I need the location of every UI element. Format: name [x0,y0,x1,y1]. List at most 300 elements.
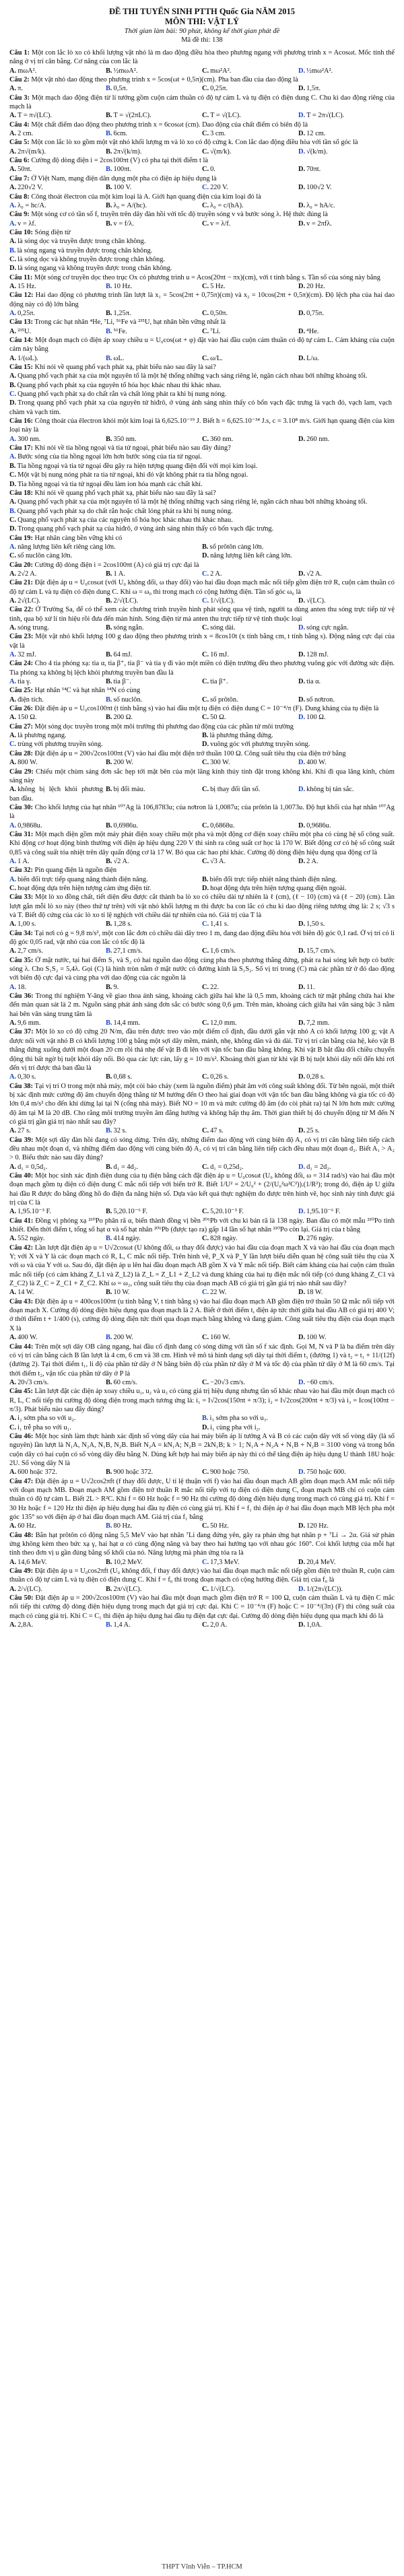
question-stem [9,121,395,129]
option-text: √(m/k). [210,147,232,156]
answer-option [9,875,202,884]
answer-option [106,201,202,210]
question-text: Đặt điện áp u = 200√2cos100πt (V) vào hai đầu một điện trở thuần 100 Ω. Công suất tiêu thụ của điện trở bằng [32,749,346,757]
option-text: 60 Hz. [18,1522,36,1530]
answer-options [9,354,395,363]
question-14 [9,336,395,363]
option-letter: A. [9,1235,17,1243]
question-stem [9,489,395,498]
question-1 [9,48,395,75]
option-letter: B. [106,1208,112,1216]
option-letter: C. [9,741,17,749]
question-stem [9,704,395,713]
question-30 [9,803,395,830]
answer-option [106,857,202,866]
question-text: Trong các hạt nhân ⁴He, ⁷Li, ⁵⁶Fe và ²³⁵U, hạt nhân bền vững nhất là [32,318,226,327]
question-number: Câu 3: [9,94,30,102]
option-letter: B. [106,1558,112,1566]
answer-option [202,309,298,318]
answer-option [298,309,395,318]
option-text: d₁ = 2d₂. [306,1163,331,1171]
option-text: số nơtron. [306,696,335,704]
answer-option [298,1378,395,1387]
question-number: Câu 35: [9,956,34,964]
answer-options [9,1333,395,1342]
question-text: Một con lắc lò xo có khối lượng vật nhỏ là m dao động điều hòa theo phương ngang với phương trình x = Acosωt. Mốc tính thế năng ở vị trí cân bằng. Cơ năng của con lắc là [9,49,395,66]
option-text: số nuclôn. [113,696,143,704]
question-17 [9,444,395,489]
answer-option [202,1558,298,1567]
answer-options [9,165,395,174]
option-letter: D. [298,1127,306,1135]
question-number: Câu 37: [9,1028,34,1036]
answer-option [9,920,106,928]
answer-option [9,390,395,399]
option-text: λ₀ = c/(hA). [210,201,244,209]
question-number: Câu 36: [9,992,34,1001]
answer-option [202,282,298,291]
answer-option [106,327,202,336]
option-text: 50πt. [18,166,32,174]
answer-option [9,785,106,803]
option-letter: A. [9,1468,17,1477]
option-text: 1,95.10⁻³ F. [18,1208,52,1216]
option-text: √2 A. [306,570,323,578]
answer-option [202,713,298,722]
option-letter: C. [202,857,209,865]
answer-option [106,713,202,722]
answer-option [9,1621,106,1629]
answer-options [9,1621,395,1629]
question-number: Câu 20: [9,561,33,569]
answer-option [298,111,395,120]
option-letter: A. [9,597,17,605]
answer-option [298,435,395,444]
answer-option [202,677,298,686]
answer-options [9,498,395,533]
option-letter: C. [202,67,209,75]
option-letter: B. [106,1235,112,1243]
option-text: là sóng ngang và không truyền được trong chân không. [18,265,172,273]
answer-options [9,857,395,866]
answer-option [298,282,395,291]
option-text: 11. [306,983,315,991]
answer-option [9,524,395,533]
option-letter: B. [106,597,112,605]
question-text: Bắn hạt prôtôn có động năng 5,5 MeV vào hạt nhân ⁷Li đang đứng yên, gây ra phản ứng hạt nhân p + ⁷Li → 2α. Giả sử phản ứng không kèm theo bức xạ γ, hai hạt α có cùng động năng và bay theo hai hướng tạo với nhau góc 160°. Coi khối lượng của mỗi hạt tính theo đơn vị u gần đúng bằng số khối của nó. Năng lượng mà phản ứng tỏa ra là [9,1531,395,1557]
answer-option [9,201,106,210]
question-text: Một sóng dọc truyền trong một môi trường thì phương dao động của các phần tử môi trường [32,722,294,731]
question-stem [9,210,395,219]
answer-options [9,1163,395,1172]
answer-options [9,201,395,210]
answer-options [9,650,395,659]
option-letter: D. [298,67,306,75]
option-text: 350 nm. [113,435,137,443]
option-text: √2 A. [113,857,129,865]
answer-option [106,282,202,291]
answer-option [298,1073,395,1081]
option-letter: A. [9,759,17,767]
question-text: Pin quang điện là nguồn điện [32,867,117,875]
option-letter: C. [202,1334,209,1342]
option-letter: A. [9,983,17,991]
option-letter: A. [9,282,17,290]
option-text: 160 W. [210,1334,230,1342]
option-letter: D. [298,983,306,991]
option-letter: B. [106,130,112,138]
answer-option [202,740,395,749]
option-letter: C. [202,786,209,794]
answer-options [9,452,395,488]
option-text: d₁ = 4d₂. [113,1163,139,1171]
answer-option [9,435,106,444]
option-text: 200 Ω. [113,714,133,722]
answer-option [9,354,106,363]
answer-option [9,1423,202,1432]
option-letter: C. [9,471,17,479]
question-number: Câu 50: [9,1594,34,1602]
option-letter: D. [202,552,209,560]
answer-options [9,309,395,318]
question-number: Câu 22: [9,606,34,614]
option-letter: C. [202,327,209,335]
option-text: v = 2πfλ. [306,219,332,228]
question-stem [9,1082,395,1127]
option-letter: D. [298,857,306,865]
option-text: 600 hoặc 372. [18,1468,57,1477]
question-stem [9,228,395,237]
answer-option [9,597,106,605]
question-text: Lần lượt đặt điện áp u = U√2cosωt (U không đổi, ω thay đổi được) vào hai đầu của đoạn mạch X và vào hai đầu của đoạn mạch Y; với X và Y là các đoạn mạch có R, L, C mắc nối tiếp. Trên hình vẽ, P_X và P_Y lần lượt biểu diễn quan hệ công suất tiêu thụ của X với ω và của Y với ω. Sau đó, đặt điện áp u lên hai đầu đoạn mạch AB gồm X và Y mắc nối tiếp. Biết cảm kháng của hai cuộn cảm thuần mắc nối tiếp (có cảm kháng Z_L1 và Z_L2) là Z_L = Z_L1 + Z_L2 và dung kháng của hai tụ điện mắc nối tiếp (có dung kháng Z_C1 và Z_C2) là Z_C = Z_C1 + Z_C2. Khi ω = ω₂, công suất tiêu thụ của đoạn mạch AB có giá trị gần giá trị nào nhất sau đây? [9,1244,395,1288]
question-13 [9,318,395,336]
option-text: 20 Hz. [306,282,325,290]
answer-option [9,731,202,740]
question-text: Một mạch dao động điện từ lí tưởng gồm cuộn cảm thuần có độ tự cảm L và tụ điện có điện dung C. Chu kì dao động riêng của mạch là [9,94,395,111]
question-3 [9,94,395,121]
question-49 [9,1567,395,1594]
question-text: Một vật nhỏ khối lượng 100 g dao động theo phương trình x = 8cos10t (x tính bằng cm, t tính bằng s). Động năng cực đại của vật là [9,633,395,650]
option-letter: D. [298,1558,306,1566]
option-text: Một vật bị nung nóng phát ra tia tử ngoại, khi đó vật không phát ra tia hồng ngoại. [18,471,248,479]
option-text: 14,6 MeV. [18,1558,47,1566]
option-letter: D. [298,696,306,704]
answer-option [106,597,202,605]
question-number: Câu 11: [9,273,33,281]
answer-option [106,1621,202,1629]
option-text: 1/(2π√(LC)). [306,1585,343,1593]
question-stem [9,417,395,435]
question-11 [9,273,395,292]
option-letter: D. [298,759,306,767]
answer-options [9,1019,395,1027]
answer-options [9,435,395,444]
answer-option [298,650,395,659]
option-text: 5,20.10⁻⁶ F. [113,1208,147,1216]
question-25 [9,686,395,704]
answer-option [202,435,298,444]
option-letter: B. [106,435,112,443]
option-text: π. [18,85,23,93]
option-letter: C. [202,309,209,317]
option-text: 0,75π. [306,309,325,317]
option-text: 414 ngày. [113,1235,141,1243]
option-letter: A. [9,147,17,156]
answer-option [202,1423,395,1432]
question-text: Một sóng cơ có tần số f, truyền trên dây đàn hồi với tốc độ truyền sóng v và bước sóng λ. Hệ thức đúng là [29,211,328,219]
question-stem [9,1297,395,1333]
option-letter: C. [9,1423,17,1431]
question-stem [9,193,395,201]
question-stem [9,659,395,677]
question-number: Câu 9: [9,211,30,219]
option-letter: A. [9,130,17,138]
answer-options [9,758,395,767]
answer-option [106,758,202,767]
option-letter: C. [202,1522,209,1530]
option-text: năng lượng liên kết riêng càng lớn. [18,543,116,551]
question-text: Ở Việt Nam, mạng điện dân dụng một pha có điện áp hiệu dụng là [29,174,217,182]
option-text: 900 hoặc 750. [210,1468,250,1477]
option-text: 2,7 cm/s. [18,947,43,955]
option-text: 6cm. [113,130,128,138]
option-text: Bước sóng của tia hồng ngoại lớn hơn bước sóng của tia tử ngoại. [18,453,202,461]
option-letter: A. [9,1163,17,1171]
option-letter: C. [9,255,17,263]
option-letter: B. [106,821,112,829]
option-letter: B. [106,947,112,955]
option-letter: C. [202,1235,209,1243]
option-text: 25 s. [306,1127,320,1135]
answer-option [106,1585,202,1594]
option-text: 12 cm. [306,130,326,138]
question-stem [9,363,395,372]
option-letter: A. [9,498,17,506]
option-letter: B. [106,112,112,120]
option-letter: A. [9,1522,17,1530]
option-text: bị đổi màu. [113,786,145,794]
option-text: 200 W. [113,759,133,767]
option-letter: C. [202,696,209,704]
question-number: Câu 13: [9,318,33,327]
answer-options [9,1468,395,1477]
answer-option [9,1585,106,1594]
option-letter: D. [298,85,306,93]
answer-option [106,1019,202,1027]
option-letter: D. [298,1585,306,1593]
answer-option [202,920,298,928]
question-text: Cường độ dòng điện i = 2cos100πt (V) có pha tại thời điểm t là [29,157,208,165]
option-text: 1 A. [113,570,125,578]
question-stem [9,929,395,947]
option-letter: B. [106,1378,112,1386]
answer-options [9,570,395,578]
question-number: Câu 47: [9,1477,34,1485]
option-letter: B. [106,624,112,632]
option-text: số prôtôn. [210,696,238,704]
option-text: 14,4 mm. [113,1019,141,1027]
question-36 [9,992,395,1027]
option-letter: B. [106,1522,112,1530]
answer-option [9,1163,106,1172]
option-text: bị thay đổi tần số. [210,786,261,794]
question-number: Câu 30: [9,803,34,811]
option-text: 1,5π. [306,85,321,93]
question-text: Cường độ dòng điện i = 2cos100πt (A) có giá trị cực đại là [32,561,199,569]
option-text: là sóng ngang và truyền được trong chân không. [17,246,153,255]
question-text: Một học sinh làm thực hành xác định số vòng dây của hai máy biến áp lí tưởng A và B có các cuộn dây với số vòng dây (là số nguyên) lần lượt là N₁A, N₂A, N₁B, N₂B. Biết N₂A = kN₁A; N₂B = 2kN₁B; k > 1; N₁A + N₂A + N₁B + N₂B = 3100 vòng và trong bốn cuộn dây có hai cuộn có số vòng dây đều bằng N. Dùng kết hợp hai máy biến áp này thì có thể tăng điện áp hiệu dụng U thành 18U hoặc 2U. Số vòng dây N là [9,1432,395,1467]
question-number: Câu 24: [9,660,34,668]
option-letter: A. [9,354,17,362]
option-letter: C. [202,112,209,120]
option-text: không bị lệch khỏi phương ban đầu. [9,786,103,803]
question-number: Câu 38: [9,1082,33,1090]
option-text: 220√2 V. [18,184,43,192]
answer-option [202,183,298,192]
option-letter: A. [9,1208,17,1216]
option-text: hoạt động dựa trên hiện tượng cảm ứng điện từ. [18,884,152,892]
option-letter: D. [298,166,306,174]
option-letter: B. [106,85,112,93]
option-text: sóng dài. [210,624,236,632]
question-text: Tại vị trí O trong một nhà máy, một còi báo cháy (xem là nguồn điểm) phát âm với công suất không đổi. Từ bên ngoài, một thiết bị xác định mức cường độ âm chuyển động thẳng từ M hướng đến O theo hai giai đoạn với vận tốc ban đầu bằng không và gia tốc có độ lớn 0,4 m/s² cho đến khi dừng lại tại N (cổng nhà máy). Biết NO = 10 m và mức cường độ âm (do còi phát ra) tại N lớn hơn mức cường độ âm tại M là 20 dB. Cho rằng môi trường truyền âm đẳng hướng và không hấp thụ âm. Thời gian thiết bị đó chuyển động từ M đến N có giá trị gần giá trị nào nhất sau đây? [9,1082,395,1126]
option-text: 120 Hz. [306,1522,329,1530]
answer-option [202,354,298,363]
option-letter: A. [9,543,17,551]
question-number: Câu 6: [9,157,30,165]
option-text: T = 2π√(LC). [306,112,345,120]
question-stem [9,444,395,452]
question-stem [9,722,395,731]
page-footer: THPT Vĩnh Viễn – TP.HCM [162,2563,242,2571]
question-number: Câu 46: [9,1432,34,1440]
option-text: 0,68 s. [113,1073,132,1081]
answer-option [202,1019,298,1027]
option-letter: A. [9,947,17,955]
question-stem [9,1477,395,1522]
option-text: ⁵⁶Fe. [113,327,127,335]
option-letter: B. [106,201,112,209]
answer-option [202,597,298,605]
option-letter: C. [9,884,17,892]
answer-option [9,740,202,749]
option-letter: B. [106,282,112,290]
question-stem [9,686,395,695]
option-text: 1,50 s. [306,920,325,928]
answer-option [202,1207,298,1216]
answer-option [9,67,106,75]
question-text: Lần lượt đặt các điện áp xoay chiều u₁, u₂ và u₃ có cùng giá trị hiệu dụng nhưng tần số khác nhau vào hai đầu một đoạn mạch có R, L, C nối tiếp thì cường độ dòng điện trong mạch tương ứng là: i₁ = I√2cos(150πt + π/3); i₂ = I√2cos(200πt + π/3) và i₃ = Icos(100πt − π/3). Phát biểu nào sau đây đúng? [9,1388,395,1413]
exam-subject: MÔN THI: VẬT LÝ [164,17,240,26]
answer-option [202,1468,298,1477]
answer-option [202,165,298,174]
option-text: d₁ = 0,25d₂. [210,1163,244,1171]
option-text: ½mω²A². [306,67,333,75]
option-letter: B. [106,1585,112,1593]
answer-option [9,471,395,479]
option-text: 2π√(m/k). [18,147,46,156]
answer-option [202,1621,298,1629]
option-text: 10,2 MeV. [113,1558,143,1566]
question-12 [9,291,395,318]
answer-option [9,1126,106,1135]
answer-option [106,165,202,174]
question-number: Câu 7: [9,174,30,182]
option-text: 0,50π. [210,309,228,317]
answer-option [9,462,395,471]
question-number: Câu 5: [9,139,30,147]
question-number: Câu 40: [9,1172,34,1180]
question-8 [9,193,395,211]
option-letter: B. [106,147,112,156]
question-text: Một sóng cơ truyền dọc theo trục Ox có phương trình u = Acos(20πt − πx)(cm), với t tính bằng s. Tần số của sóng này bằng [32,273,380,281]
option-text: 100πt. [113,166,131,174]
question-text: Sóng điện từ [32,228,71,236]
answer-options [9,875,395,893]
answer-option [298,1288,395,1297]
option-letter: C. [202,983,209,991]
question-27 [9,722,395,749]
option-letter: C. [202,435,209,443]
question-46 [9,1432,395,1477]
option-text: 276 ngày. [306,1235,334,1243]
option-letter: C. [202,714,209,722]
option-text: ²³⁵U. [18,327,32,335]
answer-options [9,219,395,228]
answer-option [202,551,395,560]
option-text: 70πt. [306,166,321,174]
answer-option [106,1207,202,1216]
option-text: tia β⁺. [210,678,228,686]
option-letter: B. [106,786,112,794]
question-text: Công thoát của êlectron khỏi một kim loại là 6,625.10⁻¹⁹ J. Biết h = 6,625.10⁻³⁴ J.s, c = 3.10⁸ m/s. Giới hạn quang điện của kim loại này là [9,417,395,434]
exam-header [9,7,395,44]
option-letter: C. [202,759,209,767]
answer-option [202,1234,298,1243]
answer-option [202,884,395,893]
answer-option [202,1378,298,1387]
answer-option [9,246,395,255]
option-letter: A. [9,1558,17,1566]
option-text: là sóng dọc và không truyền được trong chân không. [18,255,166,263]
option-letter: A. [9,1621,17,1629]
option-letter: A. [9,112,17,120]
question-stem [9,1244,395,1289]
question-text: Một đoạn mạch có điện áp xoay chiều u = U₀cos(ωt + φ) đặt vào hai đầu cuộn cảm thuần có độ tự cảm L. Cảm kháng của cuộn cảm này bằng [9,337,395,353]
answer-option [106,183,202,192]
answer-option [106,696,202,704]
question-22 [9,605,395,632]
answer-option [9,1522,106,1530]
option-text: −60 cm/s. [306,1378,335,1386]
option-text: 27 s. [18,1127,31,1135]
question-text: Công thoát êlectron của một kim loại là A. Giới hạn quang điện của kim loại đó là [29,193,261,201]
question-stem [9,749,395,758]
question-number: Câu 1: [9,49,30,57]
answer-option [202,696,298,704]
option-letter: C. [202,651,209,659]
option-letter: C. [202,1468,209,1477]
option-text: 7,2 mm. [306,1019,330,1027]
answer-options [9,1126,395,1135]
answer-option [202,327,298,336]
option-text: −20√3 cm/s. [210,1378,246,1386]
option-text: v = λf. [18,219,36,228]
answer-option [106,1558,202,1567]
option-text: 200 W. [113,1334,133,1342]
option-text: 2π√(k/m). [113,147,142,156]
option-letter: A. [9,1585,17,1593]
